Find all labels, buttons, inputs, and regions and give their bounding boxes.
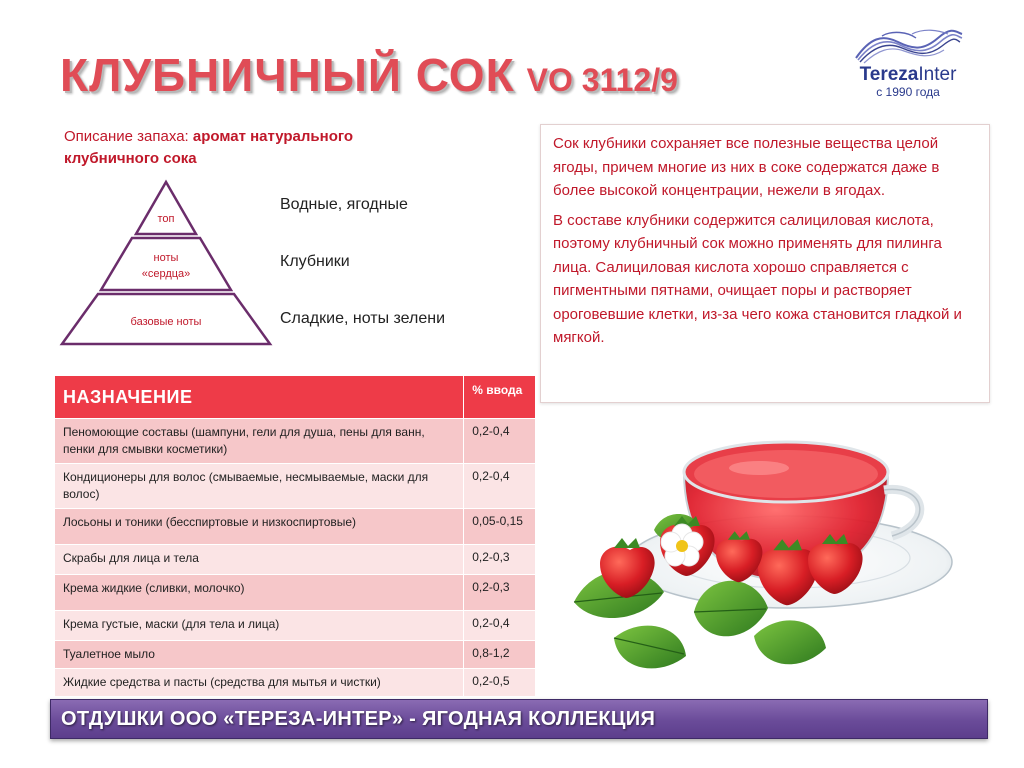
leaf — [754, 620, 826, 664]
table-cell-purpose: Туалетное мыло — [55, 641, 464, 669]
table-header-percent: % ввода — [464, 376, 536, 419]
table-row — [55, 575, 536, 611]
logo-name — [848, 64, 968, 86]
pyramid-heart-label-line1: ноты — [153, 252, 179, 264]
scent-value: аромат натурального клубничного сока — [64, 128, 354, 167]
scent-description — [64, 126, 424, 170]
table-cell-purpose: Скрабы для лица и тела — [55, 545, 464, 575]
info-paragraph-2: В составе клубники содержится салициловая кислота, поэтому клубничный сок можно применять для пилинга лица. Салициловая кислота хорошо справляется с пигментными пятнами, очищает поры и растворяет ороговевшие клетки, из-за чего кожа становится гладкой и мягкой. — [553, 211, 962, 346]
table-cell-percent: 0,2-0,4 — [464, 419, 536, 464]
table-cell-percent: 0,2-0,4 — [464, 464, 536, 509]
pyramid-top-label: топ — [157, 213, 175, 225]
hair-wave-logo-icon — [852, 28, 964, 66]
table-cell-purpose: Кондиционеры для волос (смываемые, несмываемые, маски для волос) — [55, 464, 464, 509]
table-row — [55, 509, 536, 545]
table-cell-purpose: Крема жидкие (сливки, молочко) — [55, 575, 464, 611]
info-paragraph-1: Сок клубники сохраняет все полезные вещества целой ягоды, причем многие из них в соке содержатся даже в более высокой концентрации, нежели в ягодах. — [553, 135, 940, 199]
leaf — [614, 626, 686, 669]
scent-label: Описание запаха: — [64, 128, 193, 145]
application-table — [54, 375, 536, 697]
table-header-purpose: НАЗНАЧЕНИЕ — [55, 376, 464, 419]
pyramid-base-label: базовые ноты — [130, 316, 202, 328]
table-cell-purpose: Пеномоющие составы (шампуни, гели для душа, пены для ванн, пенки для смывки косметики) — [55, 419, 464, 464]
logo-since: с 1990 года — [876, 85, 940, 99]
logo-name-light: Inter — [918, 64, 957, 85]
page-title — [60, 48, 678, 108]
table-row — [55, 669, 536, 697]
title-code: VO 3112/9 — [526, 62, 678, 98]
table-row — [55, 545, 536, 575]
table-cell-percent: 0,2-0,3 — [464, 575, 536, 611]
table-cell-percent: 0,8-1,2 — [464, 641, 536, 669]
table-cell-purpose: Крема густые, маски (для тела и лица) — [55, 611, 464, 641]
strawberry-tea-illustration — [554, 412, 974, 684]
table-cell-percent: 0,2-0,5 — [464, 669, 536, 697]
table-row — [55, 611, 536, 641]
pyramid-top-note: Водные, ягодные — [280, 196, 408, 213]
table-cell-percent: 0,2-0,3 — [464, 545, 536, 575]
table-cell-percent: 0,2-0,4 — [464, 611, 536, 641]
pyramid-heart-label-line2: «сердца» — [141, 268, 191, 280]
logo-name-bold: Tereza — [859, 64, 919, 85]
table-row — [55, 419, 536, 464]
table-cell-purpose: Жидкие средства и пасты (средства для мытья и чистки) — [55, 669, 464, 697]
table-cell-percent: 0,05-0,15 — [464, 509, 536, 545]
pyramid-heart-label — [122, 250, 210, 282]
footer-banner — [50, 699, 988, 739]
pyramid-heart-note: Клубники — [280, 253, 350, 270]
company-logo — [848, 28, 968, 108]
table-header-row — [55, 376, 536, 419]
footer-banner-text: ОТДУШКИ ООО «ТЕРЕЗА-ИНТЕР» - ЯГОДНАЯ КОЛЛЕКЦИЯ — [61, 707, 656, 730]
title-main: КЛУБНИЧНЫЙ СОК — [60, 49, 515, 101]
table-row — [55, 464, 536, 509]
scent-pyramid — [58, 178, 274, 348]
pyramid-base-note: Сладкие, ноты зелени — [280, 310, 446, 327]
table-cell-purpose: Лосьоны и тоники (бесспиртовые и низкоспиртовые) — [55, 509, 464, 545]
info-box — [540, 124, 990, 403]
table-row — [55, 641, 536, 669]
usage-table — [54, 375, 536, 697]
